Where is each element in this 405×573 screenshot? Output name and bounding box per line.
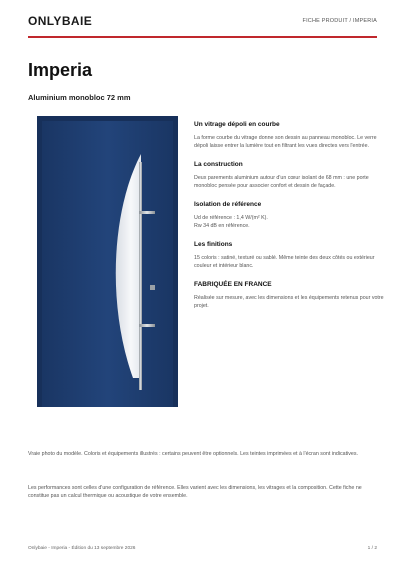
brand-logo: ONLYBAIE xyxy=(28,14,93,28)
handle-mount-bottom xyxy=(139,324,155,327)
section-construction xyxy=(194,161,384,190)
handle-bar xyxy=(139,162,142,390)
door-leaf xyxy=(42,121,173,407)
section-body: 15 coloris : satiné, texturé ou sablé. Même teinte des deux côtés ou extérieur couleur et intérieur blanc. xyxy=(194,255,375,269)
section-body: Réalisée sur mesure, avec les dimensions et les équipements retenus pour votre projet. xyxy=(194,295,384,309)
section-title: FABRIQUÉE EN FRANCE xyxy=(194,281,272,288)
photo-disclaimer: Vraie photo du modèle. Coloris et équipements illustrés : certains peuvent être optionnels. Les teintes imprimées et à l'écran sont indicatives. xyxy=(28,451,358,457)
footer-edition: Onlybaie - Imperia - Édition du 13 septembre 2026 xyxy=(28,546,136,551)
section-title: Les finitions xyxy=(194,241,233,248)
document-type-label: FICHE PRODUIT / IMPERIA xyxy=(302,18,377,24)
performance-disclaimer: Les performances sont celles d'une configuration de référence. Elles varient avec les dimensions, les vitrages et la composition. Cette fiche ne constitue pas un calcul thermique ou acoustique de votre ensemble. xyxy=(28,485,362,499)
handle-mount-top xyxy=(139,211,155,214)
section-title: La construction xyxy=(194,161,243,168)
section-made-in-france xyxy=(194,281,384,310)
section-title: Isolation de référence xyxy=(194,201,262,208)
door-photo xyxy=(37,116,178,407)
door-lock xyxy=(150,285,155,290)
section-body: Ud de référence : 1,4 W/(m² K). Rw 34 dB en référence. xyxy=(194,215,268,229)
section-body: La forme courbe du vitrage donne son dessin au panneau monobloc. Le verre dépoli laisse entrer la lumière tout en filtrant les vues directes vers l'entrée. xyxy=(194,135,377,149)
section-curved-glazing xyxy=(194,121,384,150)
product-subtitle: Aluminium monobloc 72 mm xyxy=(28,93,131,102)
header-divider xyxy=(28,36,377,38)
section-body: Deux parements aluminium autour d'un cœur isolant de 68 mm : une porte monobloc pensée pour associer confort et dessin de façade. xyxy=(194,175,369,189)
section-title: Un vitrage dépoli en courbe xyxy=(194,121,280,128)
page-number: 1 / 2 xyxy=(367,546,377,551)
product-title: Imperia xyxy=(28,60,93,80)
product-details xyxy=(194,121,384,321)
section-finishes xyxy=(194,241,384,270)
section-insulation xyxy=(194,201,384,230)
